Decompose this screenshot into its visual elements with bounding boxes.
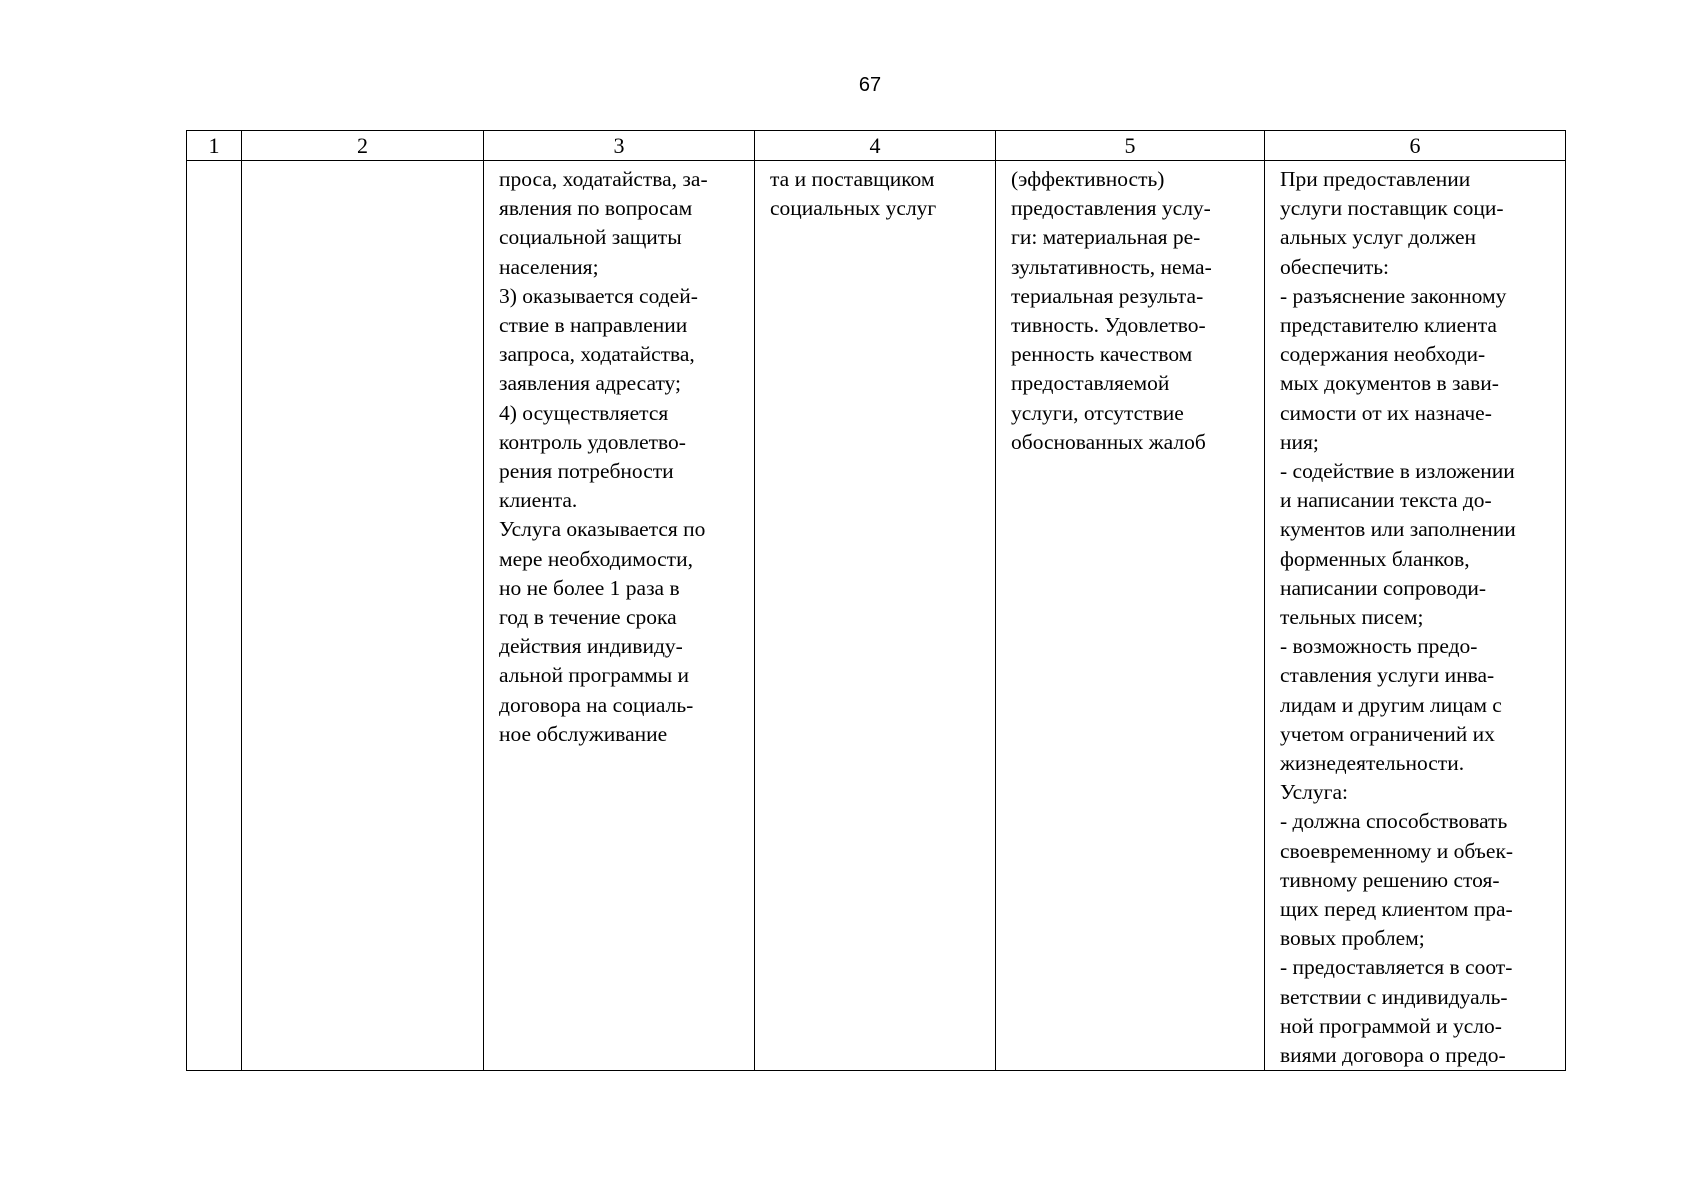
cell-col-3 [484,161,755,1071]
cell-text-line: мере необходимости, [499,546,693,571]
cell-text-line: ренность качеством [1011,342,1193,367]
cell-text-line: ное обслуживание [499,721,668,746]
cell-text-line: альных услуг должен [1280,225,1477,250]
cell-text-line: 4) осуществляется [499,400,669,425]
cell-text-line: Услуга оказывается по [499,517,706,542]
cell-text-line: ствие в направлении [499,313,688,338]
cell-text-line: 3) оказывается содей- [499,283,698,308]
cell-col-1 [187,161,242,1071]
cell-text-line: учетом ограничений их [1280,721,1495,746]
cell-text-line: форменных бланков, [1280,546,1470,571]
cell-text-line: но не более 1 раза в [499,575,680,600]
cell-text-line: - возможность предо- [1280,634,1478,659]
cell-text-line: виями договора о предо- [1280,1043,1506,1068]
cell-text-line: рения потребности [499,459,674,484]
cell-text-line: ния; [1280,429,1319,454]
cell-text-line: предоставляемой [1011,371,1170,396]
cell-text-line: явления по вопросам [499,196,693,221]
cell-text-line: тивному решению стоя- [1280,867,1500,892]
cell-col-4 [755,161,996,1071]
cell-text-line: год в течение срока [499,605,677,630]
column-header-6: 6 [1265,131,1566,161]
column-header-5: 5 [996,131,1265,161]
cell-text-line: обоснованных жалоб [1011,429,1206,454]
cell-text-line: - содействие в изложении [1280,459,1515,484]
cell-text-line: написании сопроводи- [1280,575,1487,600]
cell-text-line: договора на социаль- [499,692,694,717]
cell-text-line: заявления адресату; [499,371,681,396]
cell-text-line: щих перед клиентом пра- [1280,897,1513,922]
cell-text-line: услуги поставщик соци- [1280,196,1504,221]
cell-col-2 [242,161,484,1071]
cell-text-line: кументов или заполнении [1280,517,1516,542]
cell-text-line: симости от их назначе- [1280,400,1492,425]
cell-text-line: своевременному и объек- [1280,838,1514,863]
cell-col-6 [1265,161,1566,1071]
cell-text-line: и написании текста до- [1280,488,1492,513]
cell-text-line: запроса, ходатайства, [499,342,695,367]
cell-text-line: тивность. Удовлетво- [1011,313,1206,338]
cell-text-line: - предоставляется в соот- [1280,955,1513,980]
cell-text-line: ной программой и усло- [1280,1013,1502,1038]
cell-text-line: предоставления услу- [1011,196,1211,221]
cell-text-line: лидам и другим лицам с [1280,692,1502,717]
cell-text-line: клиента. [499,488,578,513]
cell-text-line: - должна способствовать [1280,809,1508,834]
cell-text-line: тельных писем; [1280,605,1424,630]
column-header-3: 3 [484,131,755,161]
column-header-2: 2 [242,131,484,161]
column-header-1: 1 [187,131,242,161]
cell-text-line: ги: материальная ре- [1011,225,1201,250]
cell-text-line: зультативность, нема- [1011,254,1212,279]
cell-text-line: - разъяснение законному [1280,283,1507,308]
cell-text-line: содержания необходи- [1280,342,1486,367]
services-table [186,130,1566,1071]
cell-text-line: проса, ходатайства, за- [499,167,708,191]
cell-text-line: обеспечить: [1280,254,1390,279]
cell-col-5 [996,161,1265,1071]
cell-text-line: действия индивиду- [499,634,683,659]
cell-text-line: услуги, отсутствие [1011,400,1184,425]
cell-text-line: жизнедеятельности. [1280,751,1465,776]
cell-text-line: социальных услуг [770,196,937,221]
column-header-4: 4 [755,131,996,161]
cell-text-line: При предоставлении [1280,167,1471,191]
cell-text-line: ветствии с индивидуаль- [1280,984,1508,1009]
cell-text-line: населения; [499,254,599,279]
cell-text-line: представителю клиента [1280,313,1497,338]
cell-text-line: мых документов в зави- [1280,371,1499,396]
cell-text-line: Услуга: [1280,780,1348,805]
cell-text-line: социальной защиты [499,225,682,250]
table-header-row [187,131,1566,161]
cell-text-line: та и поставщиком [770,167,935,191]
cell-text-line: контроль удовлетво- [499,429,686,454]
table-row [187,161,1566,1071]
cell-text-line: (эффективность) [1011,167,1165,191]
page-number: 67 [858,74,882,96]
cell-text-line: вовых проблем; [1280,926,1425,951]
cell-text-line: ставления услуги инва- [1280,663,1495,688]
cell-text-line: альной программы и [499,663,690,688]
cell-text-line: териальная результа- [1011,283,1204,308]
